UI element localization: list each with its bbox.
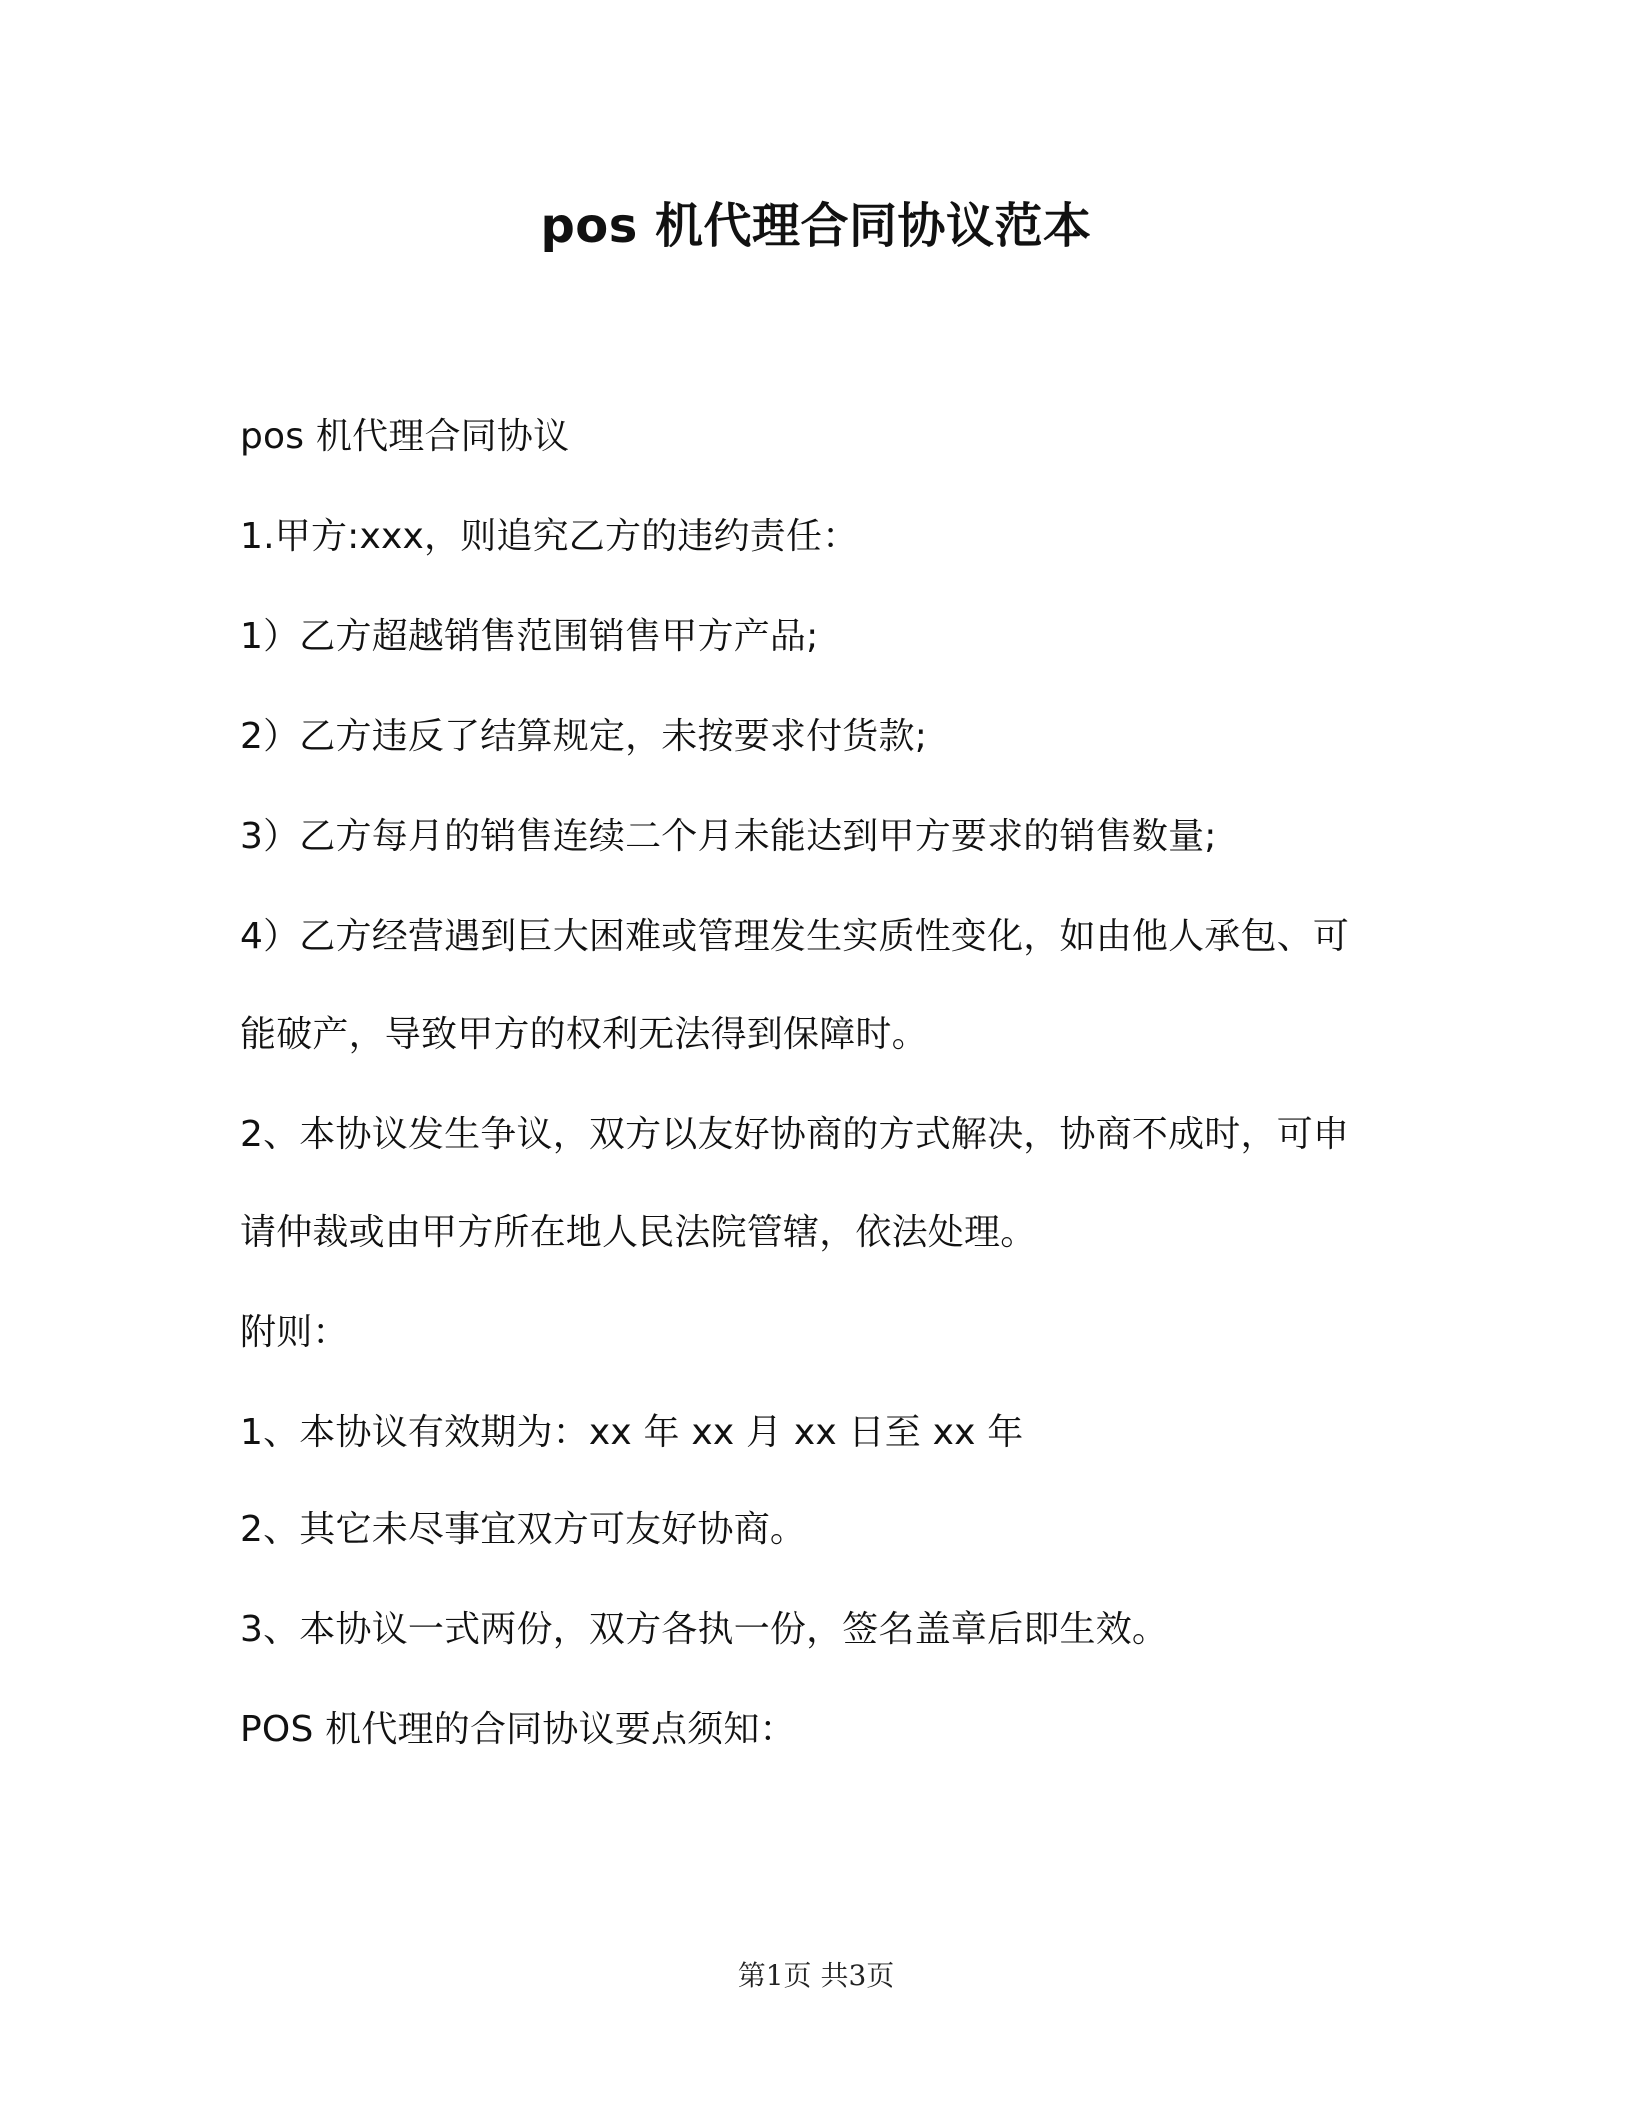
paragraph-clause-1: 1）乙方超越销售范围销售甲方产品; (240, 616, 819, 657)
paragraph-subtitle: pos 机代理合同协议 (240, 416, 570, 457)
paragraph-party-a: 1.甲方:xxx，则追究乙方的违约责任： (240, 516, 859, 557)
page-number-footer: 第1页 共3页 (737, 1959, 895, 1992)
paragraph-dispute: 2、本协议发生争议，双方以友好协商的方式解决，协商不成时，可申请仲裁或由甲方所在地人民法院管辖，依法处理。 (240, 1114, 1350, 1253)
paragraph-clause-2: 2）乙方违反了结算规定，未按要求付货款; (240, 716, 928, 757)
paragraph-key-points: POS 机代理的合同协议要点须知： (240, 1709, 796, 1750)
paragraph-clause-3: 3）乙方每月的销售连续二个月未能达到甲方要求的销售数量; (240, 816, 1217, 857)
page-title: pos 机代理合同协议范本 (540, 198, 1092, 254)
document-body (240, 412, 1380, 1755)
paragraph-clause-4: 4）乙方经营遇到巨大困难或管理发生实质性变化，如由他人承包、可能破产，导致甲方的权利无法得到保障时。 (240, 916, 1350, 1055)
paragraph-appendix-2: 2、其它未尽事宜双方可友好协商。 (240, 1509, 807, 1550)
paragraph-appendix-1: 1、本协议有效期为：xx 年 xx 月 xx 日至 xx 年 (240, 1412, 1024, 1453)
paragraph-appendix-3: 3、本协议一式两份，双方各执一份，签名盖章后即生效。 (240, 1609, 1169, 1650)
paragraph-appendix-heading: 附则： (240, 1312, 349, 1353)
